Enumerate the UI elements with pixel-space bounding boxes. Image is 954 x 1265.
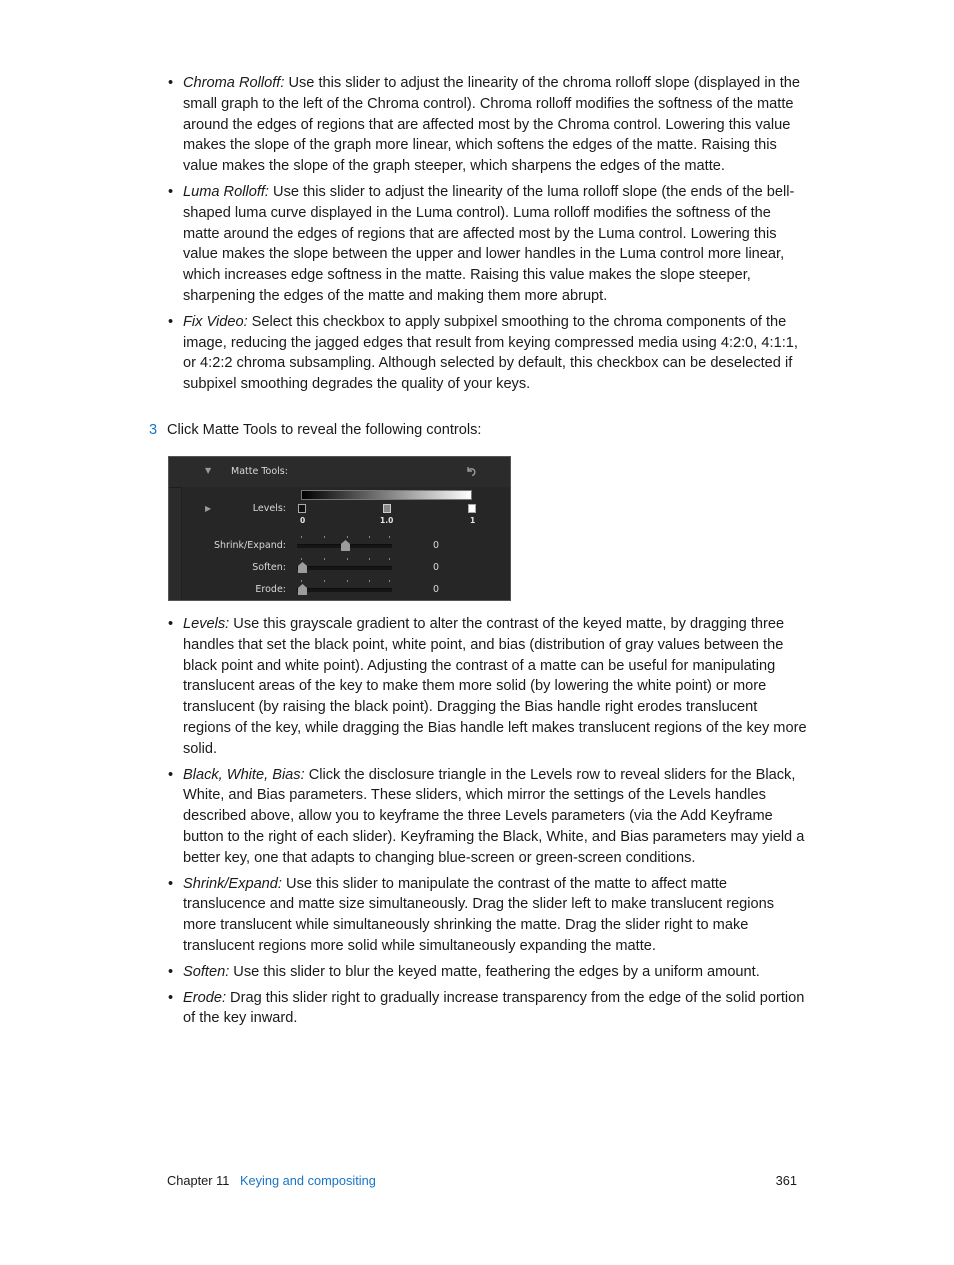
slider-value: 0 — [433, 540, 440, 551]
slider-track[interactable] — [297, 588, 392, 592]
slider-value: 0 — [433, 562, 440, 573]
tick — [301, 536, 302, 538]
bullet-list-bottom — [168, 614, 808, 1034]
levels-white-value: 1 — [470, 516, 476, 525]
bullet-chroma-rolloff: • Chroma Rolloff: Use this slider to adjust the linearity of the chroma rolloff slope (displayed in the small graph to the left of the Chroma control). Chroma rolloff modifies the softness of the matte around the edges of regions that are affected most by the Chroma control. Lowering this value makes the slope of the graph more linear, which softens the edges of the matte. Raising this value makes the slope of the graph steeper, which sharpens the edges of the matte. — [168, 75, 801, 175]
tick — [324, 536, 325, 538]
levels-bias-handle[interactable] — [383, 504, 391, 513]
bullet-erode: • Erode: Drag this slider right to gradually increase transparency from the edge of the solid portion of the key inward. — [168, 989, 805, 1027]
term: Fix Video: — [183, 313, 248, 330]
slider-value: 0 — [433, 584, 440, 595]
tick — [389, 536, 390, 538]
description: Drag this slider right to gradually increase transparency from the edge of the solid portion of the key inward. — [183, 989, 805, 1027]
levels-bias-value: 1.0 — [380, 516, 394, 525]
reset-icon[interactable] — [465, 465, 477, 477]
step-number: 3 — [149, 422, 158, 438]
term: Shrink/Expand: — [183, 875, 282, 892]
description: Use this slider to blur the keyed matte, feathering the edges by a uniform amount. — [229, 963, 760, 980]
description: Use this slider to adjust the linearity of the luma rolloff slope (the ends of the bell-shaped luma curve displayed in the Luma control). Luma rolloff modifies the softness of the matte around the edges of regions that are affected most by the Luma control. Lowering this value makes the slope between the upper and lower handles in the Luma control more linear, which increases edge softness in the matte. Raising this value makes the slope steeper, sharpening the edges of the matte and making them more abrupt. — [183, 183, 795, 304]
term: Black, White, Bias: — [183, 766, 305, 783]
bullet-black-white-bias: • Black, White, Bias: Click the disclosure triangle in the Levels row to reveal sliders for the Black, White, and Bias parameters. These sliders, which mirror the settings of the Levels handles described above, allow you to keyframe the three Levels parameters (via the Add Keyframe button to the right of each slider). Keyframing the Black, White, and Bias parameters may yield a better key, one that adapts to changing blue-screen or green-screen conditions. — [168, 766, 805, 866]
bullet-list-top — [168, 73, 808, 400]
levels-gradient[interactable] — [301, 490, 472, 500]
slider-label: Soften: — [252, 562, 286, 573]
description: Use this grayscale gradient to alter the contrast of the keyed matte, by dragging three handles that set the black point, white point, and bias (distribution of gray values between the black point and white point). Adjusting the contrast of a matte can be useful for manipulating translucent areas of the key to make them more solid (by lowering the white point) or more translucent (by raising the black point). Dragging the Bias handle right erodes translucent regions of the key, while dragging the Bias handle left makes translucent regions of the key more solid. — [183, 616, 807, 757]
tick — [347, 580, 348, 582]
page-number: 361 — [775, 1173, 797, 1188]
disclosure-down-icon[interactable]: ▼ — [205, 466, 212, 475]
slider-track[interactable] — [297, 566, 392, 570]
description: Click the disclosure triangle in the Levels row to reveal sliders for the Black, White, and Bias parameters. These sliders, which mirror the settings of the Levels handles described above, allow you to keyframe the three Levels parameters (via the Add Keyframe button to the right of each slider). Keyframing the Black, White, and Bias parameters may yield a better key, one that adapts to changing blue-screen or green-screen conditions. — [183, 766, 805, 866]
tick — [324, 580, 325, 582]
matte-tools-panel — [168, 456, 511, 601]
description: Use this slider to adjust the linearity of the chroma rolloff slope (displayed in the small graph to the left of the Chroma control). Chroma rolloff modifies the softness of the matte around the edges of regions that are affected most by the Chroma control. Lowering this value makes the slope of the graph more linear, which softens the edges of the matte. Raising this value makes the slope of the graph steeper, which sharpens the edges of the matte. — [183, 75, 801, 175]
tick — [369, 580, 370, 582]
tick — [301, 558, 302, 560]
tick — [301, 580, 302, 582]
tick — [347, 536, 348, 538]
bullet-shrink-expand: • Shrink/Expand: Use this slider to manipulate the contrast of the matte to affect matte translucence and matte size simultaneously. Drag the slider left to make translucent regions more translucent while simultaneously shrinking the matte. Drag the slider right to make translucent regions more solid while simultaneously expanding the matte. — [168, 875, 775, 954]
bullet-levels: • Levels: Use this grayscale gradient to alter the contrast of the keyed matte, by dragging three handles that set the black point, white point, and bias (distribution of gray values between the black point and white point). Adjusting the contrast of a matte can be useful for manipulating translucent areas of the key to make them more solid (by lowering the white point) or more translucent (by raising the black point). Dragging the Bias handle right erodes translucent regions of the key, while dragging the Bias handle left makes translucent regions of the key more solid. — [168, 616, 807, 757]
disclosure-right-icon[interactable]: ▶ — [205, 504, 212, 513]
bullet-luma-rolloff: • Luma Rolloff: Use this slider to adjust the linearity of the luma rolloff slope (the ends of the bell-shaped luma curve displayed in the Luma control). Luma rolloff modifies the softness of the matte around the edges of regions that are affected most by the Luma control. Lowering this value makes the slope between the upper and lower handles in the Luma control more linear, which increases edge softness in the matte. Raising this value makes the slope steeper, sharpening the edges of the matte and making them more abrupt. — [168, 183, 795, 304]
panel-header[interactable] — [169, 457, 510, 488]
term: Chroma Rolloff: — [183, 75, 285, 91]
step-text: Click Matte Tools to reveal the following controls: — [167, 422, 482, 438]
term: Levels: — [183, 616, 230, 632]
term: Erode: — [183, 989, 226, 1006]
levels-white-handle[interactable] — [468, 504, 476, 513]
tick — [389, 558, 390, 560]
levels-black-handle[interactable] — [298, 504, 306, 513]
bullet-fix-video: • Fix Video: Select this checkbox to apply subpixel smoothing to the chroma components of the image, reducing the jagged edges that result from keying compressed media using 4:2:0, 4:1:1, or 4:2:2 chroma subsampling. Although selected by default, this checkbox can be deselected if subpixel smoothing degrades the quality of your keys. — [168, 313, 798, 393]
tick — [347, 558, 348, 560]
panel-title: Matte Tools: — [231, 466, 288, 477]
description: Use this slider to manipulate the contrast of the matte to affect matte translucence and matte size simultaneously. Drag the slider left to make translucent regions more translucent while simultaneously shrinking the matte. Drag the slider right to make translucent regions more solid while simultaneously expanding the matte. — [183, 875, 775, 954]
tick — [369, 558, 370, 560]
term: Soften: — [183, 963, 230, 980]
tick — [389, 580, 390, 582]
levels-label: Levels: — [252, 503, 286, 514]
footer-chapter: Chapter 11 — [167, 1173, 230, 1188]
tick — [324, 558, 325, 560]
tick — [369, 536, 370, 538]
bullet-soften: • Soften: Use this slider to blur the keyed matte, feathering the edges by a uniform amount. — [168, 963, 760, 980]
footer-section-link[interactable]: Keying and compositing — [240, 1173, 376, 1188]
step-3 — [149, 420, 481, 441]
slider-label: Erode: — [255, 584, 286, 595]
levels-black-value: 0 — [300, 516, 306, 525]
description: Select this checkbox to apply subpixel smoothing to the chroma components of the image, reducing the jagged edges that result from keying compressed media using 4:2:0, 4:1:1, or 4:2:2 chroma subsampling. Although selected by default, this checkbox can be deselected if subpixel smoothing degrades the quality of your keys. — [183, 313, 798, 393]
term: Luma Rolloff: — [183, 183, 269, 200]
slider-label: Shrink/Expand: — [213, 540, 286, 551]
